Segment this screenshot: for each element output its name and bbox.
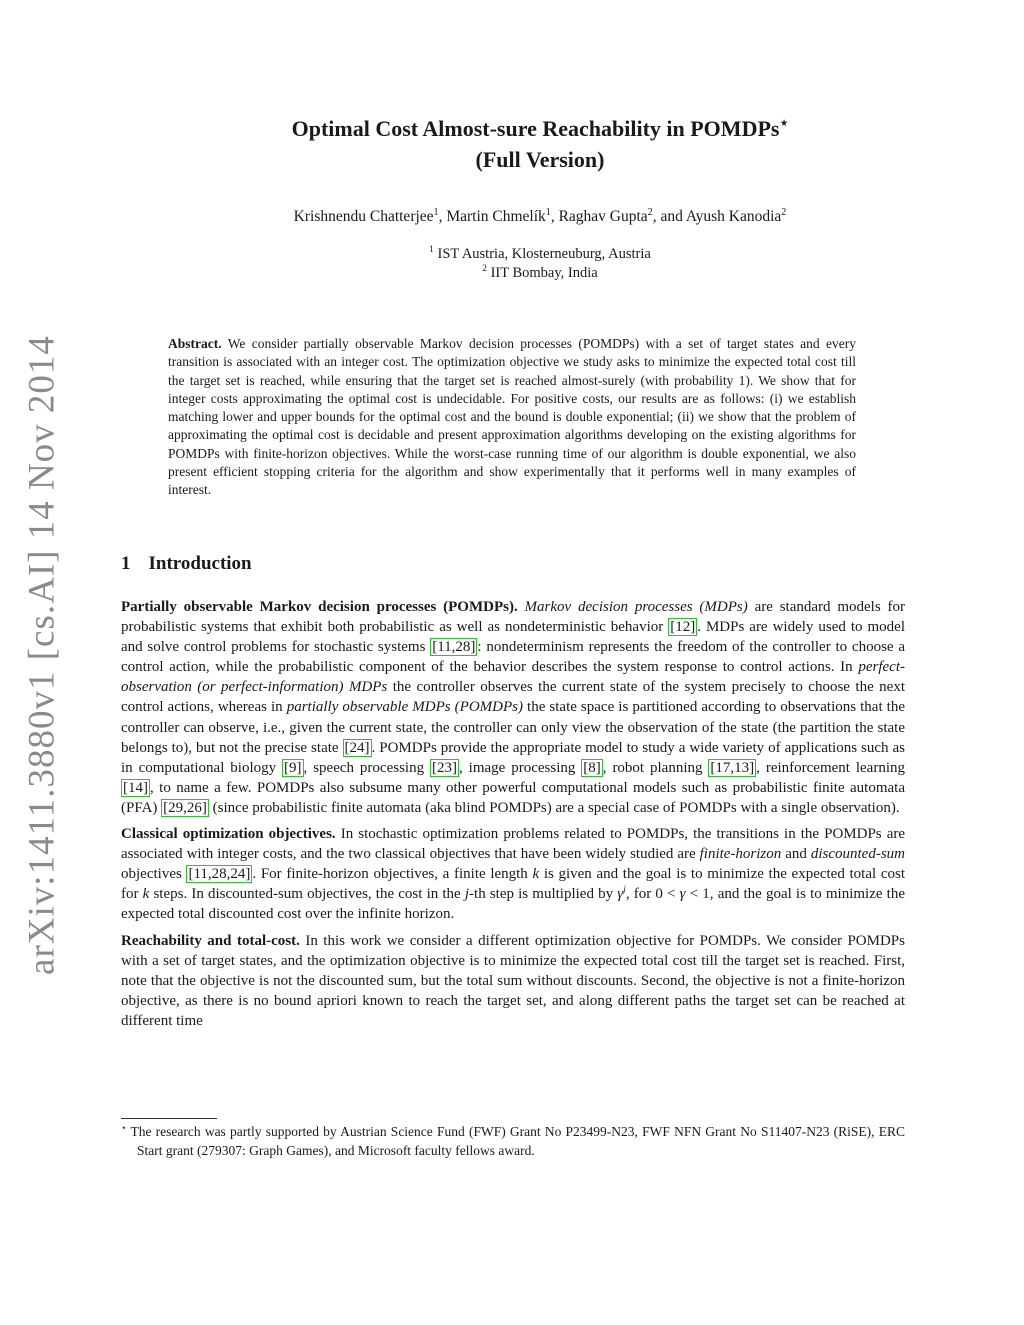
citation-link[interactable]: [24] [344,739,370,756]
affiliation-text: IST Austria, Klosterneuburg, Austria [437,246,651,262]
math-variable: γ [617,886,624,903]
affiliations [150,245,930,283]
math-variable: k [532,866,540,883]
abstract-text: We consider partially observable Markov decision processes (POMDPs) with a set of target states and every transition is associated with an integer cost. The optimization objective we study asks to minimize the expected total cost till the target set is reached, while ensuring that the target set is reached almost-surely (with probability 1). We show that for integer costs approximating the optimal cost is undecidable. For positive costs, our results are as follows: (i) we establish matching lower and upper bounds for the optimal cost and the bound is double exponential; (ii) we show that the problem of approximating the optimal cost is decidable and present approximation algorithms developing on the existing algorithms for POMDPs with finite-horizon objectives. While the worst-case running time of our algorithm is double exponential, we also present efficient stopping criteria for the algorithm and show experimentally that it performs well in many examples of interest. [168,336,856,498]
body-text [121,597,905,1037]
text-run: In stochastic optimization problems related to POMDPs, the transitions in the POMDPs are associated with integer costs, and the two classical objectives that have been widely studied are [121,826,906,863]
math-variable: γ [679,886,686,903]
abstract [168,335,856,500]
text-run: and [781,846,811,863]
author-separator: , [438,208,447,225]
paragraph-heading: Partially observable Markov decision processes (POMDPs). [121,599,518,615]
text-run: , to name a few. POMDPs also subsume many other powerful computational models such as probabilistic finite automata (PFA) [121,779,905,816]
emphasis: partially observable MDPs (POMDPs) [286,699,523,716]
text-run: : nondeterminism represents the freedom of the controller to choose a control action, while the probabilistic component of the behavior describes the system response to control actions. In [121,639,905,676]
author-name: Krishnendu Chatterjee [293,208,434,225]
author-name: Raghav Gupta [558,208,648,225]
text-run: . POMDPs provide the appropriate model to study a wide variety of applications such as in computational biology [121,739,905,776]
footnote-body [121,1123,905,1160]
footnote-text: The research was partly supported by Austrian Science Fund (FWF) Grant No P23499-N23, FWF NFN Grant No S11407-N23 (RiSE), ERC Start grant (279307: Graph Games), and Microsoft faculty fellows award. [126,1124,905,1158]
title-line-2: (Full Version) [475,147,605,172]
text-run: , speech processing [303,759,430,776]
citation-link[interactable]: [9] [284,759,302,776]
section-title: Introduction [148,553,252,574]
title-footnote-mark: ⋆ [779,115,789,132]
text-run: steps. In discounted-sum objectives, the cost in the [149,886,465,903]
paragraph-pomdps [121,597,905,818]
emphasis: discounted-sum [810,846,905,863]
arxiv-side-stamp [21,335,63,975]
citation-link[interactable]: [14] [123,779,148,796]
abstract-label: Abstract. [168,336,222,351]
author-affiliation-mark: 1 [433,206,439,218]
text-run: , reinforcement learning [756,759,906,776]
text-run: the controller observes the current state of the system precisely to choose the next control actions, whereas in [121,679,905,716]
math-variable: k [142,886,150,903]
paragraph-classical-objectives [121,824,905,924]
author-affiliation-mark: 1 [545,206,551,218]
citation-link[interactable]: [23] [432,759,457,776]
author-affiliation-mark: 2 [781,206,787,218]
text-run: (since probabilistic finite automata (aka blind POMDPs) are a special case of POMDPs with a single observation). [208,799,900,816]
author-list [150,208,930,226]
text-run: , robot planning [602,759,709,776]
paragraph-heading: Classical optimization objectives. [121,826,336,843]
text-run: , for 0 < [625,886,680,903]
citation-link[interactable]: [17,13] [710,759,755,776]
emphasis: perfect-observation (or perfect-information) MDPs [121,659,905,696]
emphasis: finite-horizon [699,846,782,863]
text-run: < 1, and the goal is to minimize the expected total discounted cost over the infinite horizon. [121,886,905,923]
footnote-rule [121,1118,217,1119]
emphasis: Markov decision processes (MDPs) [524,599,748,615]
paragraph-heading: Reachability and total-cost. [121,932,300,949]
title-line-1: Optimal Cost Almost-sure Reachability in POMDPs [291,116,780,141]
math-exponent: j [623,884,626,896]
paper-title [150,113,930,175]
affiliation-text: IIT Bombay, India [490,265,598,281]
citation-link[interactable]: [11,28,24] [188,866,251,883]
arxiv-identifier: arXiv:1411.3880v1 [cs.AI] 14 Nov 2014 [21,335,63,975]
citation-link[interactable]: [11,28] [432,639,476,656]
text-run: -th step is multiplied by [469,886,618,903]
footnote-mark: ⋆ [121,1122,127,1133]
section-heading [121,553,252,575]
affiliation-number: 2 [482,264,487,275]
author-name: Ayush Kanodia [685,208,782,225]
author-separator: , and [652,208,686,225]
affiliation-line [150,245,930,264]
text-run: , image processing [459,759,582,776]
citation-link[interactable]: [12] [670,619,696,636]
author-name: Martin Chmelík [446,208,546,225]
text-run: objectives [121,866,187,883]
affiliation-line [150,264,930,283]
citation-link[interactable]: [29,26] [163,799,207,816]
text-run: the state space is partitioned according to observations that the controller can observe, i.e., given the current state, the controller can only view the observation of the state (the partition the state belongs to), but not the precise state [121,699,905,756]
text-run: is given and the goal is to minimize the expected total cost for [121,866,905,903]
text-run: . MDPs are widely used to model and solve control problems for stochastic systems [121,619,906,656]
text-run: In this work we consider a different optimization objective for POMDPs. We consider POMDPs with a set of target states, and the optimization objective is to minimize the expected total cost till the target set is reached. First, note that the objective is not the discounted sum, but the total sum without discounts. Second, the objective is not a finite-horizon objective, as there is no bound apriori known to reach the target set, and along different paths the target set can be reached at different time [121,932,905,1029]
section-number: 1 [121,553,131,574]
citation-link[interactable]: [8] [583,759,601,776]
author-separator: , [550,208,559,225]
math-variable: j [464,886,470,903]
text-run: . For finite-horizon objectives, a finite length [252,866,533,883]
text-run: are standard models for probabilistic systems that exhibit both probabilistic as well as nondeterministic behavior [121,599,905,636]
affiliation-number: 1 [429,245,434,256]
paragraph-reachability [121,931,905,1031]
footnote [121,1123,905,1160]
author-affiliation-mark: 2 [647,206,653,218]
